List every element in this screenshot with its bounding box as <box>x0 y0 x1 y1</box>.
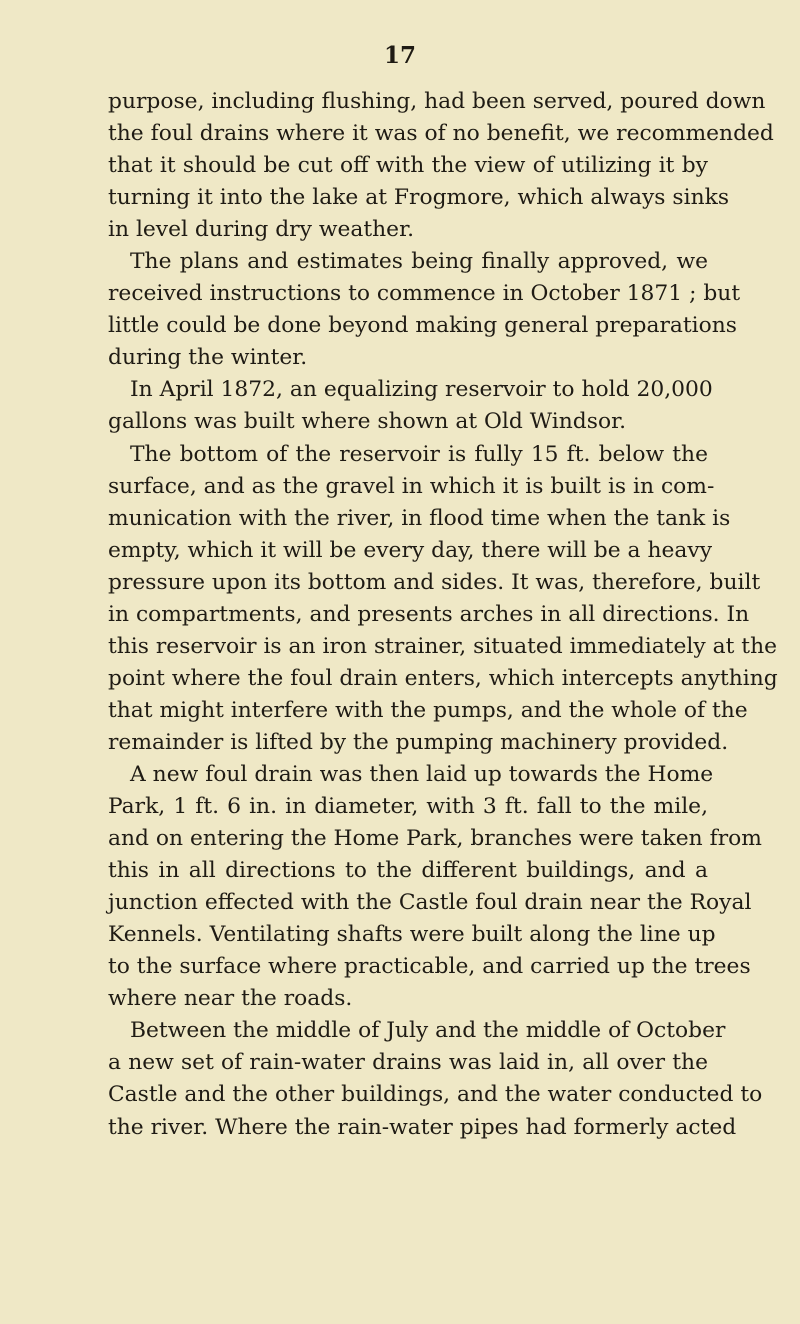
text-line: where near the roads. <box>108 986 353 1012</box>
text-line: empty, which it will be every day, there will be a heavy <box>108 537 713 563</box>
text-line: purpose, including flushing, had been served, poured down <box>108 89 766 114</box>
text-line: Kennels. Ventilating shafts were built along the line up <box>108 922 716 948</box>
text-line: in compartments, and presents arches in all directions. In <box>108 601 750 627</box>
text-line: that might interfere with the pumps, and the whole of the <box>108 697 748 723</box>
text-line: turning it into the lake at Frogmore, which always sinks <box>108 185 729 211</box>
text-line: to the surface where practicable, and carried up the trees <box>108 954 751 980</box>
text-line: Castle and the other buildings, and the water conducted to <box>108 1082 763 1108</box>
text-line: and on entering the Home Park, branches were taken from <box>108 826 762 852</box>
text-line: during the winter. <box>108 345 308 371</box>
body-text <box>108 86 778 1144</box>
text-line: this in all directions to the different buildings, and a <box>108 858 708 884</box>
text-line: in level during dry weather. <box>108 217 415 243</box>
text-line: The bottom of the reservoir is fully 15 ft. below the <box>130 441 708 467</box>
text-line: The plans and estimates being finally approved, we <box>130 249 708 275</box>
text-line: the foul drains where it was of no benefit, we recommended <box>108 121 774 147</box>
text-line: gallons was built where shown at Old Windsor. <box>108 409 627 435</box>
text-line: munication with the river, in flood time when the tank is <box>108 505 731 531</box>
text-line: In April 1872, an equalizing reservoir to hold 20,000 <box>130 377 713 403</box>
text-line: Park, 1 ft. 6 in. in diameter, with 3 ft. fall to the mile, <box>108 794 708 820</box>
text-line: the river. Where the rain-water pipes had formerly acted <box>108 1114 737 1140</box>
text-line: received instructions to commence in October 1871 ; but <box>108 281 741 307</box>
text-line: junction effected with the Castle foul drain near the Royal <box>108 890 752 916</box>
text-line: A new foul drain was then laid up towards the Home <box>130 761 714 787</box>
text-line: Between the middle of July and the middle of October <box>130 1018 726 1044</box>
text-line: point where the foul drain enters, which intercepts anything <box>108 665 778 691</box>
text-line: that it should be cut off with the view of utilizing it by <box>108 153 708 179</box>
text-line: a new set of rain-water drains was laid in, all over the <box>108 1050 708 1076</box>
text-line: this reservoir is an iron strainer, situated immediately at the <box>108 633 778 659</box>
text-line: pressure upon its bottom and sides. It was, therefore, built <box>108 569 761 595</box>
text-line: little could be done beyond making general preparations <box>108 313 737 339</box>
text-line: remainder is lifted by the pumping machinery provided. <box>108 729 729 755</box>
text-line: surface, and as the gravel in which it is built is in com- <box>108 473 715 499</box>
page-number: 17 <box>383 42 416 69</box>
